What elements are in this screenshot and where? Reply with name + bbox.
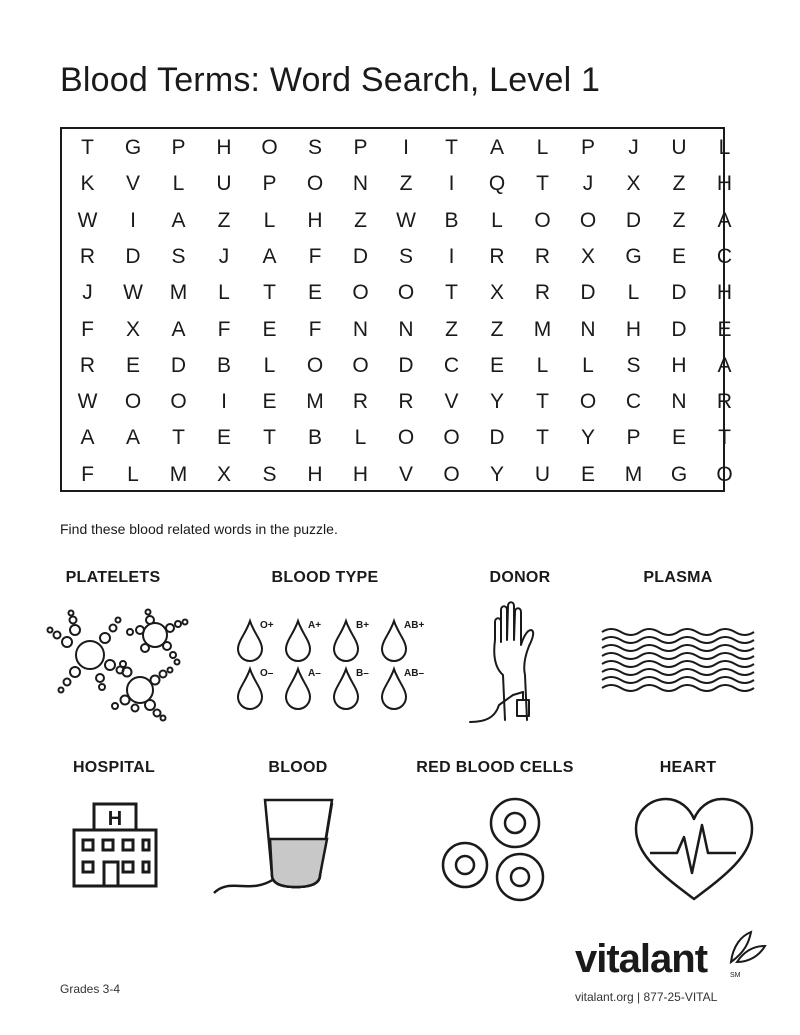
grid-letter[interactable]: X bbox=[580, 244, 595, 268]
trademark: SM bbox=[730, 972, 741, 979]
grid-letter[interactable]: Y bbox=[489, 462, 504, 486]
grid-letter[interactable]: D bbox=[625, 208, 642, 232]
grid-letter[interactable]: T bbox=[263, 426, 276, 450]
grid-letter[interactable]: L bbox=[354, 426, 367, 450]
grid-letter[interactable]: R bbox=[716, 390, 733, 414]
grid-letter[interactable]: B bbox=[216, 353, 231, 377]
grid-letter[interactable]: J bbox=[218, 244, 230, 268]
grid-letter[interactable]: T bbox=[445, 136, 458, 159]
grid-letter[interactable]: L bbox=[491, 208, 503, 232]
grid-letter[interactable]: S bbox=[307, 136, 322, 159]
grid-letter[interactable]: O bbox=[579, 208, 597, 232]
grid-row bbox=[62, 420, 731, 456]
grid-letter[interactable]: M bbox=[306, 390, 324, 414]
grid-letter[interactable]: H bbox=[216, 136, 232, 159]
grid-letter[interactable]: E bbox=[489, 353, 504, 377]
grid-letter[interactable]: S bbox=[171, 244, 186, 268]
grid-letter[interactable]: W bbox=[77, 390, 98, 414]
grid-letter[interactable]: T bbox=[445, 281, 458, 305]
grid-letter[interactable]: T bbox=[718, 426, 731, 450]
grid-letter[interactable]: D bbox=[580, 281, 596, 305]
word-label-heart: HEART bbox=[659, 759, 717, 776]
grid-letter[interactable]: Z bbox=[445, 317, 458, 341]
grid-letter[interactable]: Q bbox=[488, 172, 506, 196]
heart-icon bbox=[632, 795, 757, 905]
grid-letter[interactable]: A bbox=[171, 317, 186, 341]
plasma-icon bbox=[600, 628, 755, 690]
grid-letter[interactable]: L bbox=[263, 208, 276, 232]
platelets-icon bbox=[45, 610, 190, 720]
grid-letter[interactable]: T bbox=[536, 426, 549, 450]
grid-letter[interactable]: P bbox=[262, 172, 277, 196]
grid-letter[interactable]: W bbox=[77, 208, 98, 232]
grid-letter[interactable]: R bbox=[534, 281, 551, 305]
grid-letter[interactable]: N bbox=[398, 317, 414, 341]
leaf-icon bbox=[727, 928, 767, 964]
grid-row bbox=[62, 166, 733, 202]
grid-letter[interactable]: O bbox=[261, 136, 278, 159]
grid-letter[interactable]: L bbox=[718, 136, 731, 159]
word-label-red-blood-cells: RED BLOOD CELLS bbox=[416, 759, 574, 776]
grid-letter[interactable]: R bbox=[398, 390, 414, 414]
grid-letter[interactable]: F bbox=[81, 462, 94, 486]
grid-letter[interactable]: N bbox=[580, 317, 596, 341]
grid-letter[interactable]: A bbox=[125, 426, 140, 450]
blood-type-label: AB+ bbox=[404, 620, 425, 631]
grid-letter[interactable]: W bbox=[123, 281, 143, 305]
grid-letter[interactable]: I bbox=[448, 172, 455, 196]
blood-type-label: O– bbox=[260, 668, 274, 679]
grid-letter[interactable]: H bbox=[352, 462, 369, 486]
grid-letter[interactable]: D bbox=[352, 244, 369, 268]
grid-letter[interactable]: I bbox=[403, 136, 409, 159]
grid-row bbox=[62, 130, 731, 166]
grid-letter[interactable]: Y bbox=[489, 390, 504, 414]
grid-letter[interactable]: H bbox=[716, 281, 733, 305]
grid-letter[interactable]: F bbox=[81, 317, 94, 341]
grid-letter[interactable]: N bbox=[352, 317, 369, 341]
grid-letter[interactable]: A bbox=[717, 208, 732, 232]
grid-letter[interactable]: H bbox=[307, 208, 323, 232]
grid-letter[interactable]: V bbox=[444, 390, 459, 414]
grid-letter[interactable]: E bbox=[717, 317, 732, 341]
instructions: Find these blood related words in the puzzle. bbox=[60, 521, 338, 537]
grid-letter[interactable]: R bbox=[534, 244, 551, 268]
grid-letter[interactable]: O bbox=[579, 390, 597, 414]
word-label-platelets: PLATELETS bbox=[65, 569, 161, 586]
grid-letter[interactable]: O bbox=[170, 390, 187, 414]
grid-letter[interactable]: F bbox=[217, 317, 231, 341]
donor-icon bbox=[465, 600, 565, 725]
hospital-sign: H bbox=[107, 808, 123, 830]
grid-letter[interactable]: I bbox=[130, 208, 136, 232]
grid-letter[interactable]: R bbox=[79, 353, 96, 377]
grid-letter[interactable]: V bbox=[398, 462, 413, 486]
grid-letter[interactable]: D bbox=[125, 244, 141, 268]
blood-type-label: B+ bbox=[356, 620, 370, 631]
grid-letter[interactable]: P bbox=[171, 136, 186, 159]
grid-letter[interactable]: A bbox=[171, 208, 186, 232]
word-label-blood-type: BLOOD TYPE bbox=[271, 569, 379, 586]
grid-letter[interactable]: U bbox=[534, 462, 551, 486]
grid-letter[interactable]: H bbox=[307, 462, 323, 486]
grid-letter[interactable]: D bbox=[671, 281, 687, 305]
grid-row bbox=[62, 457, 733, 493]
grid-letter[interactable]: L bbox=[536, 136, 549, 159]
grid-letter[interactable]: L bbox=[127, 462, 139, 486]
grid-letter[interactable]: C bbox=[716, 244, 733, 268]
grid-row bbox=[62, 384, 733, 420]
grid-letter[interactable]: X bbox=[125, 317, 140, 341]
word-label-blood: BLOOD bbox=[268, 759, 328, 776]
grid-letter[interactable]: A bbox=[262, 244, 277, 268]
blood-type-label: O+ bbox=[260, 620, 274, 631]
grid-row bbox=[62, 312, 732, 348]
grid-letter[interactable]: R bbox=[352, 390, 369, 414]
grid-letter[interactable]: A bbox=[717, 353, 732, 377]
vitalant-logo: vitalant bbox=[575, 937, 708, 981]
grid-letter[interactable]: L bbox=[263, 353, 276, 377]
grid-letter[interactable]: N bbox=[671, 390, 687, 414]
grid-letter[interactable]: J bbox=[582, 172, 594, 196]
grid-letter[interactable]: S bbox=[626, 353, 641, 377]
grid-letter[interactable]: D bbox=[170, 353, 187, 377]
word-label-donor: DONOR bbox=[489, 569, 551, 586]
grid-letter[interactable]: K bbox=[80, 172, 95, 196]
grid-letter[interactable]: E bbox=[262, 390, 277, 414]
grid-letter[interactable]: X bbox=[626, 172, 641, 196]
grade-level: Grades 3-4 bbox=[60, 982, 121, 996]
grid-letter[interactable]: B bbox=[307, 426, 322, 450]
grid-letter[interactable]: T bbox=[172, 426, 185, 450]
grid-letter[interactable]: S bbox=[262, 462, 277, 486]
grid-letter[interactable]: Z bbox=[672, 172, 686, 196]
grid-letter[interactable]: P bbox=[580, 136, 595, 159]
grid-letter[interactable]: D bbox=[671, 317, 687, 341]
grid-letter[interactable]: J bbox=[82, 281, 93, 305]
grid-row bbox=[62, 203, 732, 239]
word-label-hospital: HOSPITAL bbox=[72, 759, 156, 776]
grid-letter[interactable]: Z bbox=[217, 208, 231, 232]
grid-letter[interactable]: S bbox=[398, 244, 413, 268]
grid-letter[interactable]: O bbox=[352, 281, 369, 305]
grid-letter[interactable]: V bbox=[125, 172, 140, 196]
grid-letter[interactable]: F bbox=[308, 244, 322, 268]
grid-letter[interactable]: M bbox=[169, 462, 188, 486]
grid-letter[interactable]: D bbox=[489, 426, 505, 450]
grid-row bbox=[62, 275, 733, 311]
red-blood-cells-icon bbox=[440, 795, 550, 905]
grid-letter[interactable]: L bbox=[172, 172, 185, 196]
grid-letter[interactable]: H bbox=[716, 172, 733, 196]
blood-bag-icon bbox=[210, 795, 340, 900]
blood-type-icon bbox=[232, 615, 432, 715]
grid-letter[interactable]: T bbox=[536, 390, 549, 414]
grid-letter[interactable]: I bbox=[221, 390, 227, 414]
blood-type-label: AB– bbox=[404, 668, 425, 679]
grid-letter[interactable]: R bbox=[489, 244, 505, 268]
grid-letter[interactable]: P bbox=[353, 136, 368, 159]
grid-letter[interactable]: O bbox=[306, 172, 324, 196]
grid-letter[interactable]: E bbox=[125, 353, 140, 377]
grid-letter[interactable]: O bbox=[716, 462, 733, 486]
blood-type-label: A+ bbox=[308, 620, 322, 631]
grid-letter[interactable]: L bbox=[627, 281, 640, 305]
grid-letter[interactable]: L bbox=[582, 353, 594, 377]
grid-row bbox=[62, 239, 733, 275]
grid-letter[interactable]: A bbox=[80, 426, 95, 450]
grid-letter[interactable]: A bbox=[489, 136, 504, 159]
grid-letter[interactable]: F bbox=[308, 317, 322, 341]
grid-row bbox=[62, 348, 732, 384]
grid-letter[interactable]: H bbox=[671, 353, 687, 377]
grid-letter[interactable]: E bbox=[216, 426, 231, 450]
grid-letter[interactable]: T bbox=[81, 136, 94, 159]
grid-letter[interactable]: R bbox=[79, 244, 96, 268]
grid-letter[interactable]: M bbox=[624, 462, 643, 486]
grid-letter[interactable]: E bbox=[307, 281, 322, 305]
blood-type-label: B– bbox=[356, 668, 369, 679]
grid-letter[interactable]: E bbox=[580, 462, 595, 486]
grid-letter[interactable]: C bbox=[625, 390, 642, 414]
grid-letter[interactable]: P bbox=[626, 426, 641, 450]
grid-letter[interactable]: E bbox=[262, 317, 277, 341]
grid-letter[interactable]: X bbox=[216, 462, 231, 486]
grid-letter[interactable]: Z bbox=[354, 208, 367, 232]
grid-letter[interactable]: T bbox=[536, 172, 549, 196]
grid-letter[interactable]: D bbox=[398, 353, 414, 377]
grid-letter[interactable]: G bbox=[670, 462, 688, 486]
grid-letter[interactable]: O bbox=[534, 208, 551, 232]
grid-letter[interactable]: H bbox=[625, 317, 642, 341]
grid-letter[interactable]: C bbox=[443, 353, 460, 377]
grid-letter[interactable]: J bbox=[628, 136, 639, 159]
grid-letter[interactable]: M bbox=[169, 281, 188, 305]
grid-letter[interactable]: L bbox=[218, 281, 230, 305]
grid-letter[interactable]: W bbox=[396, 208, 416, 232]
grid-letter[interactable]: B bbox=[444, 208, 459, 232]
word-label-plasma: PLASMA bbox=[643, 569, 713, 586]
grid-letter[interactable]: Z bbox=[672, 208, 686, 232]
grid-letter[interactable]: E bbox=[671, 244, 686, 268]
grid-letter[interactable]: N bbox=[352, 172, 369, 196]
grid-letter[interactable]: M bbox=[533, 317, 552, 341]
grid-letter[interactable]: Y bbox=[580, 426, 595, 450]
hospital-icon bbox=[70, 800, 160, 890]
page-title: Blood Terms: Word Search, Level 1 bbox=[60, 61, 601, 99]
grid-letter[interactable]: Z bbox=[490, 317, 504, 341]
grid-letter[interactable]: O bbox=[397, 426, 415, 450]
grid-letter[interactable]: Z bbox=[399, 172, 413, 196]
grid-letter[interactable]: U bbox=[216, 172, 232, 196]
grid-letter[interactable]: L bbox=[536, 353, 549, 377]
word-search-grid bbox=[60, 127, 733, 492]
grid-letter[interactable]: O bbox=[443, 426, 460, 450]
grid-letter[interactable]: O bbox=[124, 390, 142, 414]
blood-type-label: A– bbox=[308, 668, 321, 679]
contact-info: vitalant.org | 877-25-VITAL bbox=[575, 990, 718, 1004]
grid-letter[interactable]: O bbox=[306, 353, 324, 377]
grid-letter[interactable]: U bbox=[671, 136, 687, 159]
grid-letter[interactable]: O bbox=[397, 281, 415, 305]
grid-letter[interactable]: O bbox=[352, 353, 369, 377]
grid-letter[interactable]: T bbox=[263, 281, 276, 305]
grid-letter[interactable]: O bbox=[443, 462, 460, 486]
grid-letter[interactable]: G bbox=[124, 136, 142, 159]
grid-letter[interactable]: E bbox=[671, 426, 686, 450]
grid-letter[interactable]: G bbox=[625, 244, 642, 268]
grid-letter[interactable]: I bbox=[448, 244, 455, 268]
grid-letter[interactable]: X bbox=[489, 281, 504, 305]
